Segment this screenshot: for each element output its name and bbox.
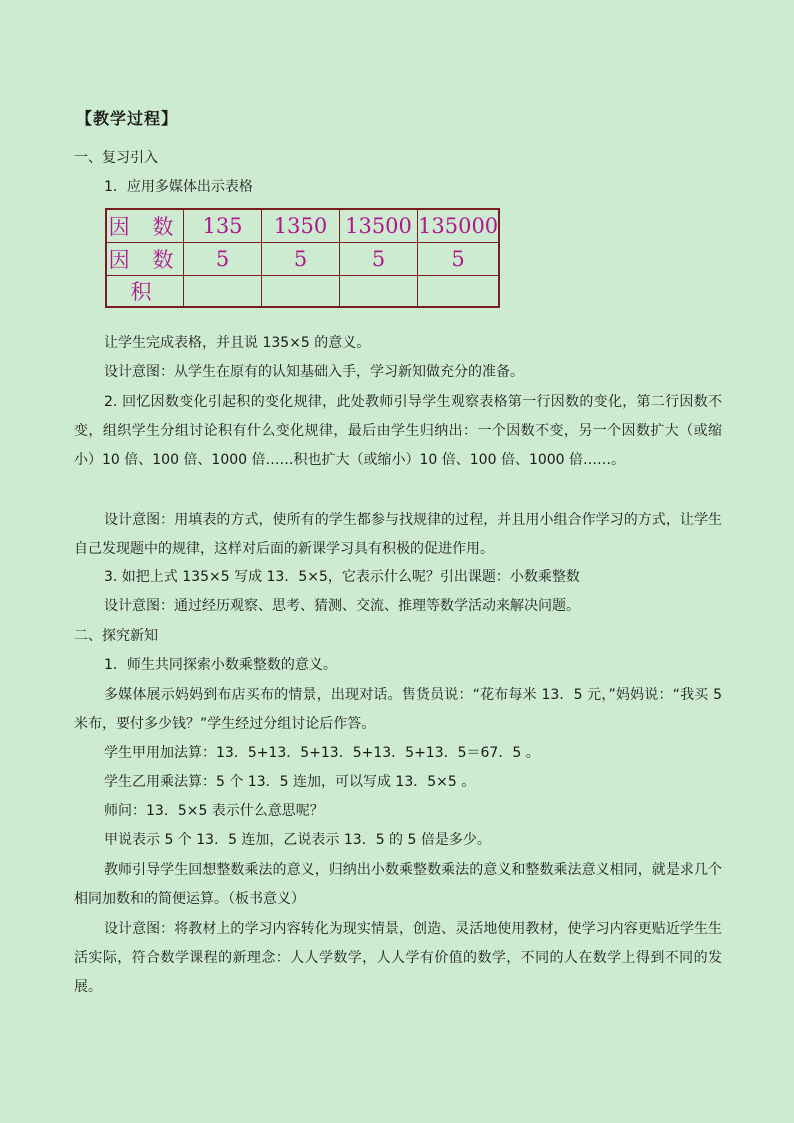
paragraph: 2. 回忆因数变化引起积的变化规律，此处教师引导学生观察表格第一行因数的变化，第二行因数不变，组织学生分组讨论积有什么变化规律，最后由学生归纳出：一个因数不变，另一个因数扩大（或缩小）10 倍、100 倍、1000 倍……积也扩大（或缩小）10 倍、100 倍、1000 倍……。 bbox=[74, 394, 722, 468]
design-intent: 设计意图：将教材上的学习内容转化为现实情景，创造、灵活地使用教材，使学习内容更贴近学生生活实际，符合数学课程的新理念：人人学数学，人人学有价值的数学，不同的人在数学上得到不同的发展。 bbox=[74, 921, 722, 995]
table-cell: 13500 bbox=[340, 209, 418, 243]
table-cell: 因 数 bbox=[106, 243, 184, 276]
table-cell: 因 数 bbox=[106, 209, 184, 243]
table-cell: 积 bbox=[106, 276, 184, 308]
paragraph: 教师引导学生回想整数乘法的意义，归纳出小数乘整数乘法的意义和整数乘法意义相同，就是求几个相同加数和的简便运算。（板书意义） bbox=[74, 862, 722, 907]
section-title: 【教学过程】 bbox=[76, 109, 179, 128]
table-cell: 5 bbox=[340, 243, 418, 276]
factor-table bbox=[105, 208, 500, 308]
table-row bbox=[106, 243, 499, 276]
heading-review: 一、复习引入 bbox=[74, 150, 158, 166]
heading-explore: 二、探究新知 bbox=[74, 628, 158, 644]
paragraph: 3. 如把上式 135×5 写成 13．5×5，它表示什么呢？引出课题：小数乘整数 bbox=[104, 569, 580, 585]
item-show-table: 1．应用多媒体出示表格 bbox=[104, 179, 253, 195]
table-row bbox=[106, 209, 499, 243]
table-cell: 135 bbox=[184, 209, 262, 243]
table-row bbox=[106, 276, 499, 308]
table-cell bbox=[340, 276, 418, 308]
table-cell: 5 bbox=[262, 243, 340, 276]
paragraph: 学生乙用乘法算：5 个 13．5 连加，可以写成 13．5×5 。 bbox=[104, 774, 476, 790]
table-cell bbox=[418, 276, 500, 308]
design-intent: 设计意图：用填表的方式，使所有的学生都参与找规律的过程，并且用小组合作学习的方式，让学生自己发现题中的规律，这样对后面的新课学习具有积极的促进作用。 bbox=[74, 512, 722, 557]
paragraph: 多媒体展示妈妈到布店买布的情景，出现对话。售货员说：“花布每米 13．5 元，”妈妈说：“我买 5 米布，要付多少钱？”学生经过分组讨论后作答。 bbox=[74, 687, 722, 732]
paragraph: 学生甲用加法算：13．5+13．5+13．5+13．5+13．5＝67．5 。 bbox=[104, 745, 540, 761]
table-cell: 5 bbox=[418, 243, 500, 276]
paragraph: 甲说表示 5 个 13．5 连加，乙说表示 13．5 的 5 倍是多少。 bbox=[104, 832, 491, 848]
design-intent: 设计意图：从学生在原有的认知基础入手，学习新知做充分的准备。 bbox=[104, 364, 524, 380]
design-intent: 设计意图：通过经历观察、思考、猜测、交流、推理等数学活动来解决问题。 bbox=[104, 598, 580, 614]
table-cell: 135000 bbox=[418, 209, 500, 243]
table-cell bbox=[184, 276, 262, 308]
paragraph: 让学生完成表格，并且说 135×5 的意义。 bbox=[104, 335, 371, 351]
item-explore-meaning: 1．师生共同探索小数乘整数的意义。 bbox=[104, 657, 337, 673]
paragraph: 师问：13．5×5 表示什么意思呢？ bbox=[104, 803, 324, 819]
table-cell: 1350 bbox=[262, 209, 340, 243]
table-cell bbox=[262, 276, 340, 308]
table-cell: 5 bbox=[184, 243, 262, 276]
